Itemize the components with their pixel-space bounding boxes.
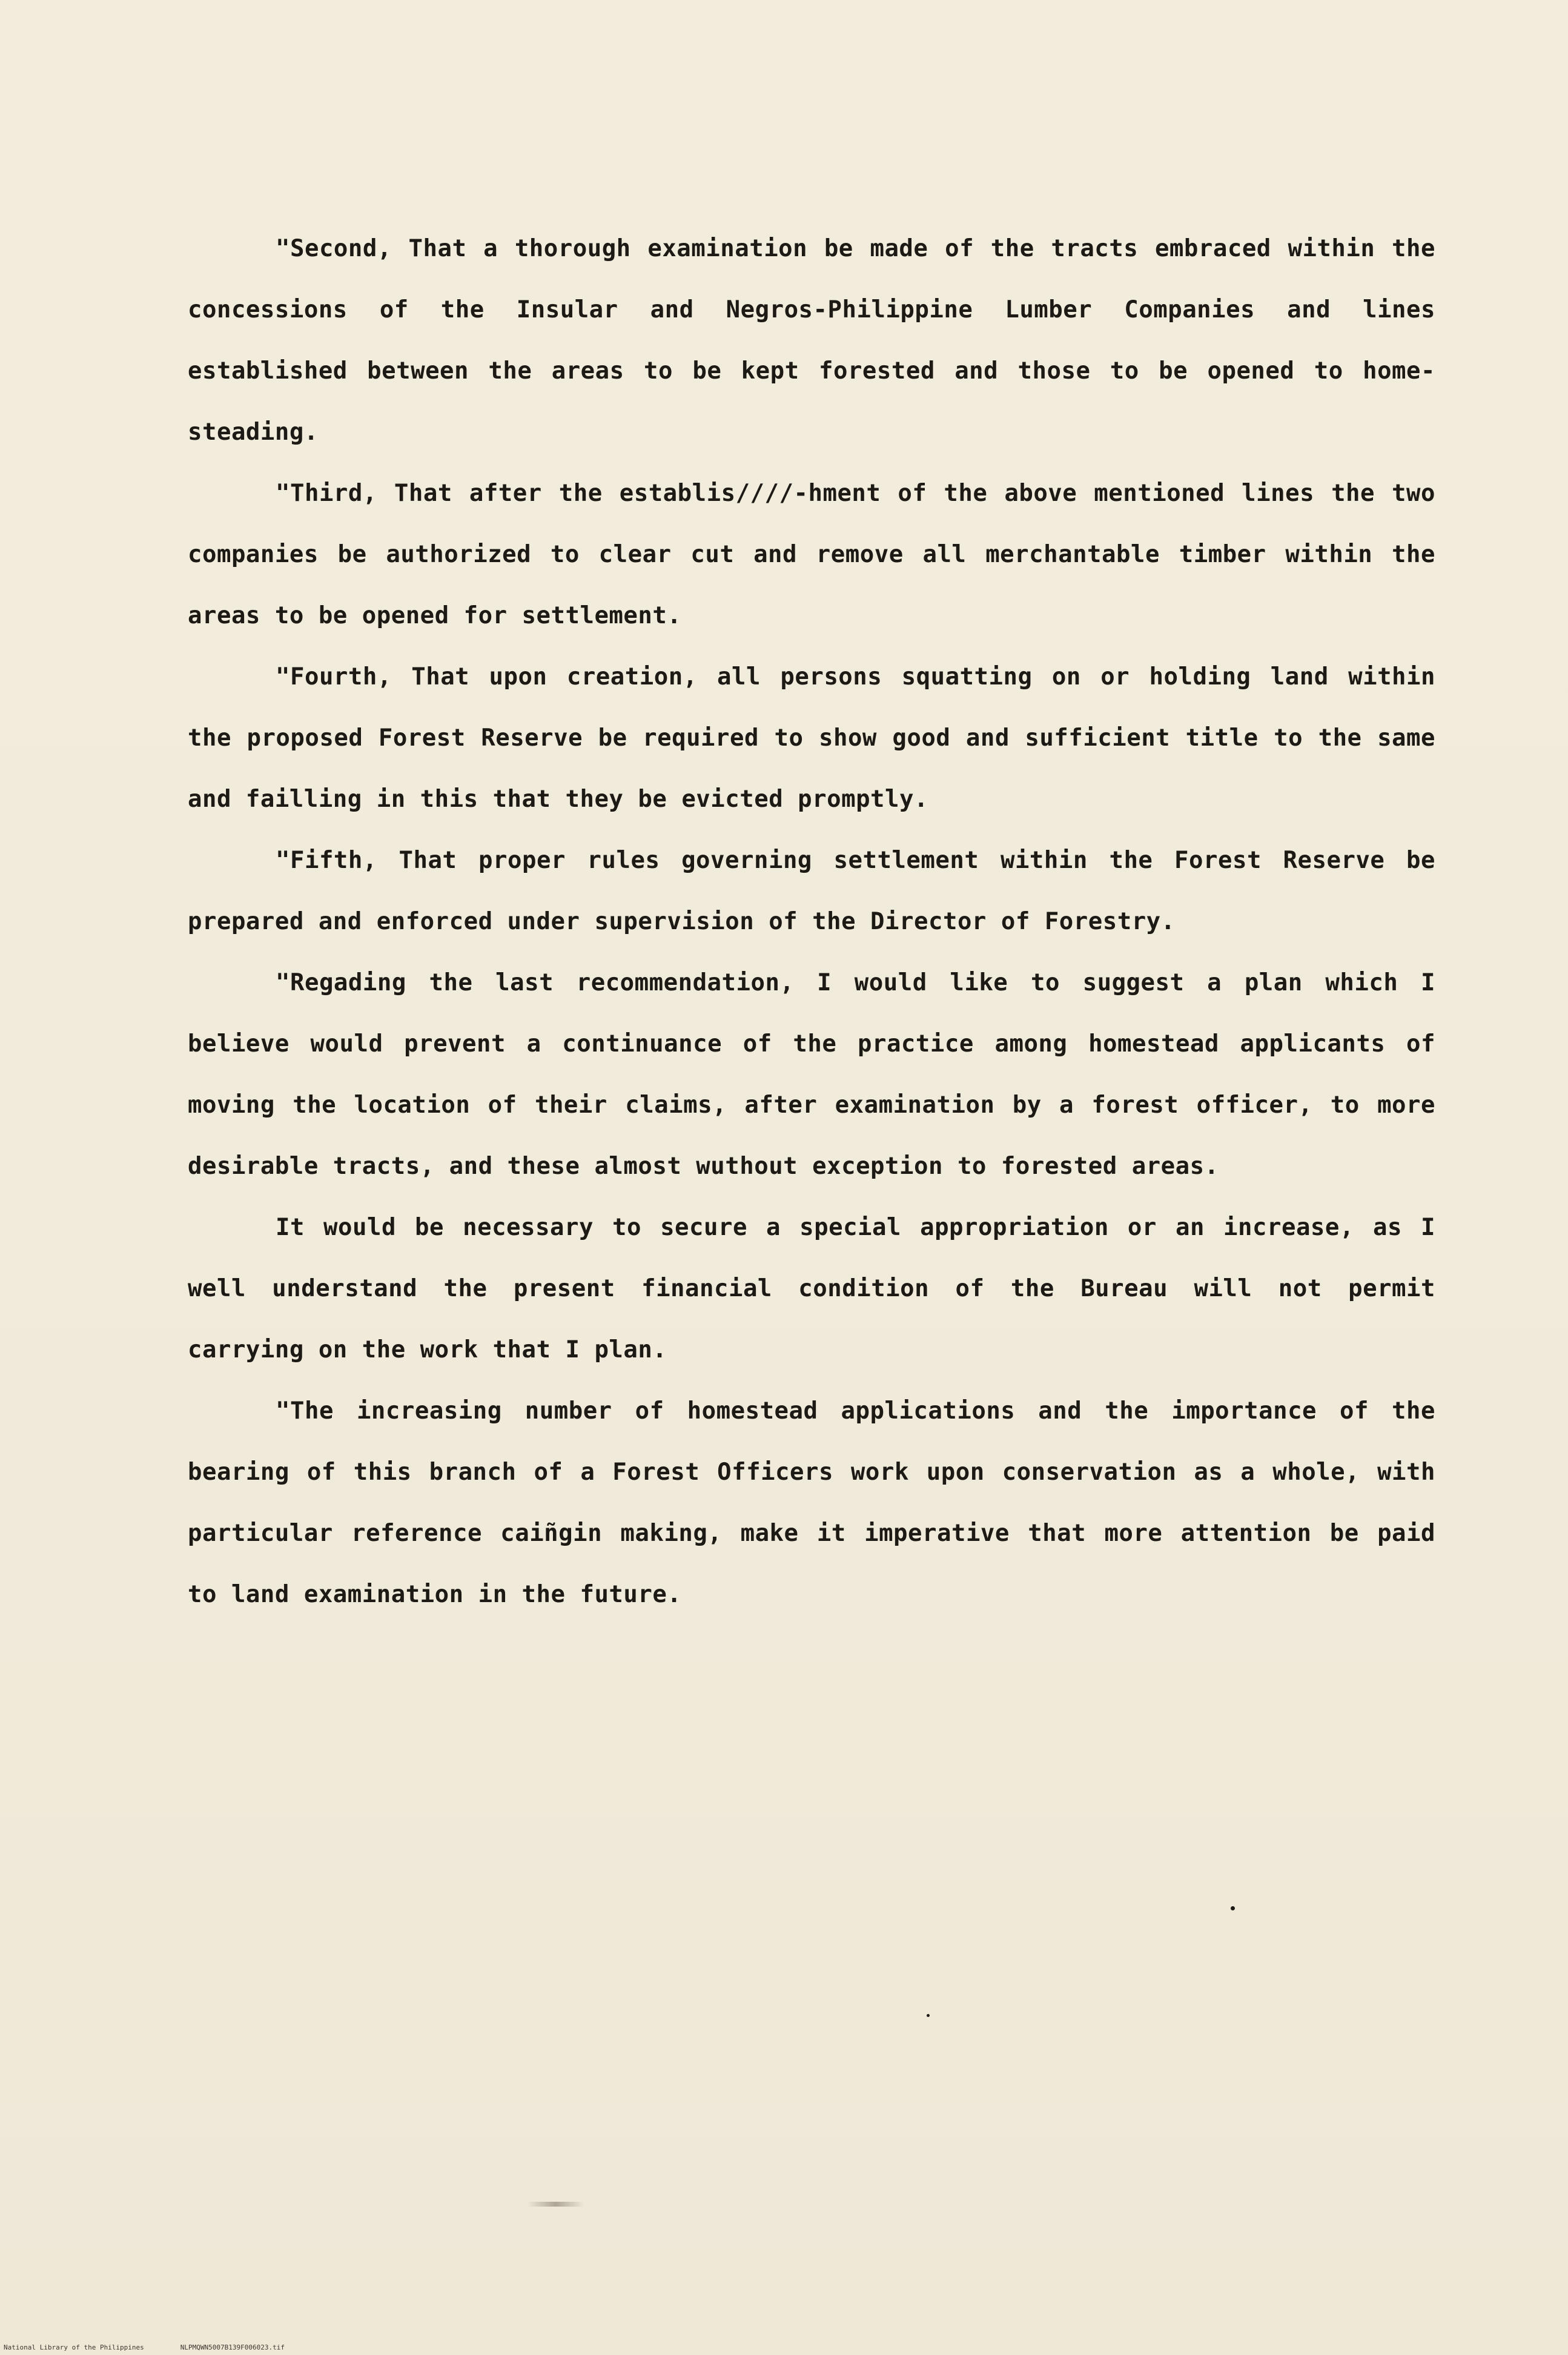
paragraph-regarding-plan: "Regading the last recommendation, I would like to suggest a plan which I believe would prevent a continuance of the practice among homestead applicants of moving the location of their claims, after examination by a forest officer, to more desirable tracts, and these almost wuthout exception to forested areas. bbox=[188, 969, 1435, 1180]
paragraph-appropriation: It would be necessary to secure a special appropriation or an increase, as I well understand the present financial condition of the Bureau will not permit carrying on the work that I plan. bbox=[188, 1214, 1435, 1363]
paragraph-fourth-recommendation: "Fourth, That upon creation, all persons squatting on or holding land within the proposed Forest Reserve be required to show good and sufficient title to the same and failling in this that they be evicted promptly. bbox=[188, 663, 1435, 813]
letter-body bbox=[188, 218, 1435, 1625]
paragraph-second-recommendation: "Second, That a thorough examination be made of the tracts embraced within the concessions of the Insular and Negros-Philippine Lumber Companies and lines established between the areas to be kept forested and those to be opened to home-steading. bbox=[188, 235, 1435, 446]
archive-file-id: NLPMQWN5007B139F006023.tif bbox=[180, 2343, 285, 2351]
paragraph-land-examination: "The increasing number of homestead applications and the importance of the bearing of this branch of a Forest Officers work upon conservation as a whole, with particular reference caiñgin making, make it imperative that more attention be paid to land examination in the future. bbox=[188, 1397, 1435, 1608]
archive-institution: National Library of the Philippines bbox=[4, 2343, 144, 2351]
ink-smudge bbox=[527, 2202, 584, 2207]
paragraph-third-recommendation: "Third, That after the establis////-hment of the above mentioned lines the two companies be authorized to clear cut and remove all merchantable timber within the areas to be opened for settlement. bbox=[188, 480, 1435, 629]
ink-speck bbox=[927, 2014, 930, 2017]
paragraph-fifth-recommendation: "Fifth, That proper rules governing settlement within the Forest Reserve be prepared and enforced under supervision of the Director of Forestry. bbox=[188, 847, 1435, 935]
ink-speck bbox=[1231, 1906, 1235, 1910]
archive-footer bbox=[4, 2343, 285, 2351]
